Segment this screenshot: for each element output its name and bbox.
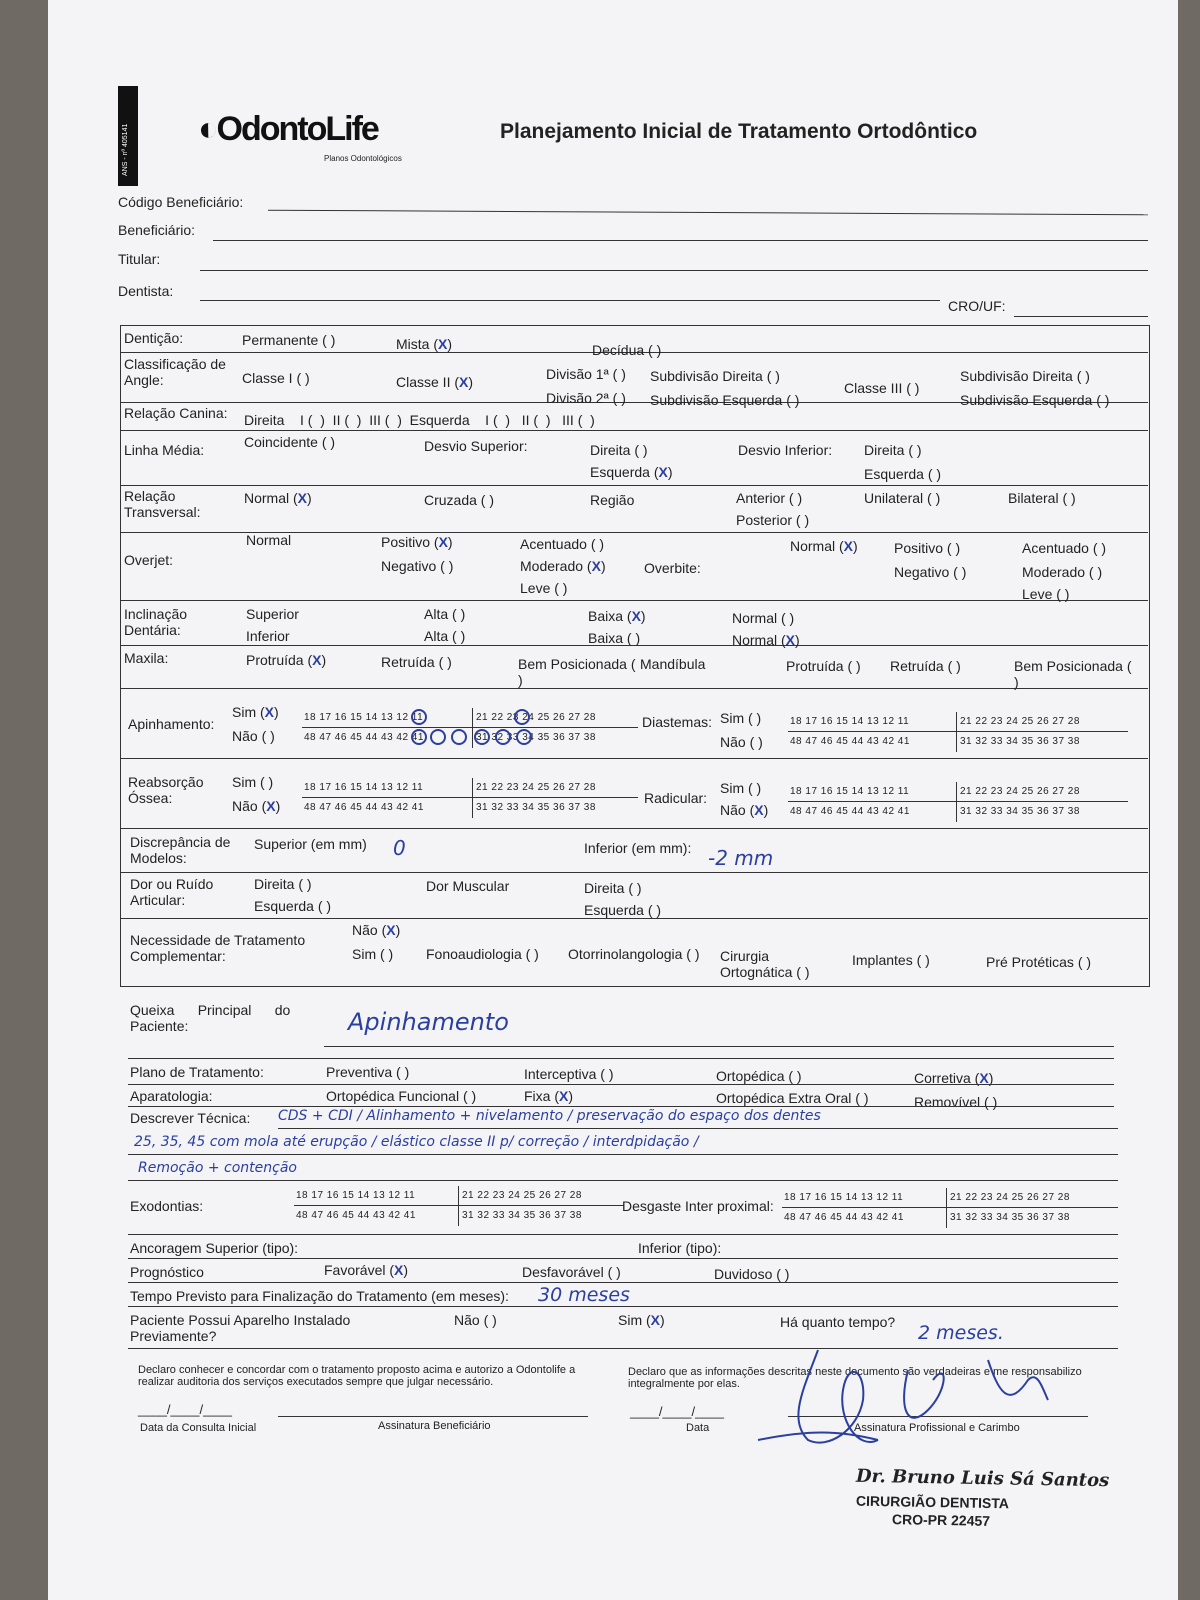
- opt-baixa2[interactable]: Baixa ( ): [588, 630, 641, 646]
- label-inc-inferior: Inferior: [246, 628, 290, 644]
- opt-extra-oral[interactable]: Ortopédica Extra Oral ( ): [716, 1090, 869, 1106]
- opt-corretiva[interactable]: Corretiva (X): [914, 1070, 994, 1086]
- opt-rad-sim[interactable]: Sim ( ): [720, 780, 762, 796]
- label-exodontias: Exodontias:: [130, 1198, 204, 1214]
- label-diastemas: Diastemas:: [642, 714, 713, 730]
- opt-mand-bem[interactable]: Bem Posicionada ( ): [1014, 658, 1132, 690]
- opt-sub-dir2[interactable]: Subdivisão Direita ( ): [960, 368, 1090, 384]
- stamp-cro: CRO-PR 22457: [891, 1511, 991, 1529]
- label-cro: CRO/UF:: [948, 298, 1006, 314]
- opt-ob-moderado[interactable]: Moderado ( ): [1022, 564, 1103, 580]
- label-tecnica: Descrever Técnica:: [130, 1110, 251, 1126]
- opt-desvio-sup-dir[interactable]: Direita ( ): [590, 442, 648, 458]
- label-assinatura-prof: Assinatura Profissional e Carimbo: [854, 1422, 1020, 1434]
- opt-sub-dir1[interactable]: Subdivisão Direita ( ): [650, 368, 780, 384]
- opt-reab-sim[interactable]: Sim ( ): [232, 774, 274, 790]
- opt-dor-esquerda[interactable]: Esquerda ( ): [254, 898, 332, 914]
- opt-normal1[interactable]: Normal ( ): [732, 610, 795, 626]
- label-discrepancia: Discrepância de Modelos:: [130, 834, 231, 866]
- opt-desfavoravel[interactable]: Desfavorável ( ): [522, 1264, 621, 1280]
- opt-ob-positivo[interactable]: Positivo ( ): [894, 540, 961, 556]
- opt-unilateral[interactable]: Unilateral ( ): [864, 490, 941, 506]
- opt-diast-nao[interactable]: Não ( ): [720, 734, 763, 750]
- diast-tooth-upper-r[interactable]: 21 22 23 24 25 26 27 28: [960, 716, 1080, 727]
- opt-normal2[interactable]: Normal (X): [732, 632, 800, 648]
- opt-alta1[interactable]: Alta ( ): [424, 606, 466, 622]
- page-title: Planejamento Inicial de Tratamento Ortodôntico: [500, 120, 978, 143]
- apin-tooth-lower[interactable]: 48 47 46 45 44 43 42 41: [304, 732, 424, 743]
- label-desvio-sup: Desvio Superior:: [424, 438, 528, 454]
- opt-desvio-sup-esq[interactable]: Esquerda (X): [590, 464, 673, 480]
- label-prognostico: Prognóstico: [130, 1264, 204, 1280]
- opt-classe2[interactable]: Classe II (X): [396, 374, 474, 390]
- tecnica-line3[interactable]: Remoção + contenção: [138, 1160, 297, 1176]
- tecnica-line2[interactable]: 25, 35, 45 com mola até erupção / elástico classe II p/ correção / interdpidação /: [134, 1134, 699, 1150]
- apin-tooth-lower-r[interactable]: 31 32 33 34 35 36 37 38: [476, 732, 596, 743]
- opt-canina[interactable]: Direita I ( ) II ( ) III ( ) Esquerda I ( ) II ( ) III ( ): [244, 412, 595, 428]
- opt-anterior[interactable]: Anterior ( ): [736, 490, 803, 506]
- label-tempo: Tempo Previsto para Finalização do Tratamento (em meses):: [130, 1288, 509, 1304]
- opt-rad-nao[interactable]: Não (X): [720, 802, 769, 818]
- opt-desvio-inf-esq[interactable]: Esquerda ( ): [864, 466, 942, 482]
- opt-diast-sim[interactable]: Sim ( ): [720, 710, 762, 726]
- label-assinatura-benef: Assinatura Beneficiário: [378, 1420, 491, 1432]
- exo-tooth-lower-r[interactable]: 31 32 33 34 35 36 37 38: [462, 1210, 582, 1221]
- label-inc-superior: Superior: [246, 606, 299, 622]
- opt-posterior[interactable]: Posterior ( ): [736, 512, 810, 528]
- diast-tooth-upper[interactable]: 18 17 16 15 14 13 12 11: [790, 716, 910, 727]
- apin-circled-teeth: [48, 0, 1178, 800]
- label-radicular: Radicular:: [644, 790, 708, 806]
- ans-text: ANS - nº 405141: [122, 123, 129, 176]
- opt-baixa1[interactable]: Baixa (X): [588, 608, 646, 624]
- opt-desvio-inf-dir[interactable]: Direita ( ): [864, 442, 922, 458]
- rad-tooth-upper-r[interactable]: 21 22 23 24 25 26 27 28: [960, 786, 1080, 797]
- opt-favoravel[interactable]: Favorável (X): [324, 1262, 409, 1278]
- opt-interceptiva[interactable]: Interceptiva ( ): [524, 1066, 614, 1082]
- label-dor-muscular: Dor Muscular: [426, 878, 510, 894]
- reab-tooth-upper-r[interactable]: 21 22 23 24 25 26 27 28: [476, 782, 596, 793]
- label-inclinacao: Inclinação Dentária:: [124, 606, 188, 638]
- label-desvio-inf: Desvio Inferior:: [738, 442, 833, 458]
- opt-div2[interactable]: Divisão 2ª ( ): [546, 390, 626, 406]
- opt-permanente[interactable]: Permanente ( ): [242, 332, 336, 348]
- label-data-consulta: Data da Consulta Inicial: [140, 1422, 257, 1434]
- opt-coincidente[interactable]: Coincidente ( ): [244, 434, 336, 450]
- opt-bilateral[interactable]: Bilateral ( ): [1008, 490, 1076, 506]
- opt-ob-leve[interactable]: Leve ( ): [1022, 586, 1070, 602]
- label-ancoragem-sup: Ancoragem Superior (tipo):: [130, 1240, 299, 1256]
- opt-musc-direita[interactable]: Direita ( ): [584, 880, 642, 896]
- desg-tooth-lower[interactable]: 48 47 46 45 44 43 42 41: [784, 1212, 904, 1223]
- label-oj-normal: Normal: [246, 532, 292, 548]
- data-consulta-blank[interactable]: ____/____/____: [138, 1402, 232, 1417]
- opt-trans-normal[interactable]: Normal (X): [244, 490, 312, 506]
- queixa-value[interactable]: Apinhamento: [348, 1008, 509, 1036]
- disc-inferior-value[interactable]: -2 mm: [708, 846, 774, 870]
- opt-mand-retruida[interactable]: Retruída ( ): [890, 658, 961, 674]
- desg-tooth-upper-r[interactable]: 21 22 23 24 25 26 27 28: [950, 1192, 1070, 1203]
- label-overjet: Overjet:: [124, 552, 174, 568]
- tecnica-line1[interactable]: CDS + CDI / Alinhamento + nivelamento / preservação do espaço dos dentes: [278, 1108, 821, 1124]
- label-aparelho: Paciente Possui Aparelho Instalado Previamente?: [130, 1312, 351, 1344]
- label-beneficiario: Beneficiário:: [118, 222, 196, 238]
- data-blank[interactable]: ____/____/____: [630, 1404, 724, 1419]
- label-desgaste: Desgaste Inter proximal:: [622, 1198, 774, 1214]
- label-titular: Titular:: [118, 251, 161, 267]
- label-dor: Dor ou Ruído Articular:: [130, 876, 214, 908]
- label-maxila: Maxila:: [124, 650, 169, 666]
- label-canina: Relação Canina:: [124, 405, 228, 421]
- opt-apin-sim[interactable]: Sim (X): [232, 704, 279, 720]
- opt-nec-nao[interactable]: Não (X): [352, 922, 401, 938]
- label-denticao: Dentição:: [124, 330, 184, 346]
- desg-tooth-upper[interactable]: 18 17 16 15 14 13 12 11: [784, 1192, 904, 1203]
- label-mandibula: Mandíbula: [640, 656, 706, 672]
- logo-text: OdontoLife: [216, 110, 378, 148]
- label-transversal: Relação Transversal:: [124, 488, 201, 520]
- opt-otorrino[interactable]: Otorrinolangologia ( ): [568, 946, 700, 962]
- label-overbite: Overbite:: [644, 560, 701, 576]
- opt-decidua[interactable]: Decídua ( ): [592, 342, 662, 358]
- form-sheet: [48, 0, 1178, 1600]
- tempo-value[interactable]: 30 meses: [538, 1284, 630, 1306]
- label-ancoragem-inf: Inferior (tipo):: [638, 1240, 722, 1256]
- opt-apin-nao[interactable]: Não ( ): [232, 728, 275, 744]
- opt-fixa[interactable]: Fixa (X): [524, 1088, 574, 1104]
- opt-pre-proteticas[interactable]: Pré Protéticas ( ): [986, 954, 1092, 970]
- exo-tooth-upper[interactable]: 18 17 16 15 14 13 12 11: [296, 1190, 416, 1201]
- label-reabsorcao: Reabsorção Óssea:: [128, 774, 204, 806]
- ha-quanto-value[interactable]: 2 meses.: [918, 1322, 1004, 1344]
- label-ha-quanto: Há quanto tempo?: [780, 1314, 896, 1330]
- opt-classe3[interactable]: Classe III ( ): [844, 380, 920, 396]
- opt-classe1[interactable]: Classe I ( ): [242, 370, 310, 386]
- opt-implantes[interactable]: Implantes ( ): [852, 952, 930, 968]
- label-disc-superior: Superior (em mm): [254, 836, 367, 852]
- opt-duvidoso[interactable]: Duvidoso ( ): [714, 1266, 790, 1282]
- label-data: Data: [686, 1422, 710, 1434]
- opt-max-bem[interactable]: Bem Posicionada ( ): [518, 656, 636, 688]
- diast-tooth-lower-r[interactable]: 31 32 33 34 35 36 37 38: [960, 736, 1080, 747]
- reab-tooth-upper[interactable]: 18 17 16 15 14 13 12 11: [304, 782, 424, 793]
- opt-reab-nao[interactable]: Não (X): [232, 798, 281, 814]
- exo-tooth-upper-r[interactable]: 21 22 23 24 25 26 27 28: [462, 1190, 582, 1201]
- opt-cirurgia[interactable]: Cirurgia Ortognática ( ): [720, 948, 810, 980]
- opt-alta2[interactable]: Alta ( ): [424, 628, 466, 644]
- label-aparatologia: Aparatologia:: [130, 1088, 213, 1104]
- opt-aparelho-sim[interactable]: Sim (X): [618, 1312, 665, 1328]
- exo-tooth-lower[interactable]: 48 47 46 45 44 43 42 41: [296, 1210, 416, 1221]
- opt-cruzada[interactable]: Cruzada ( ): [424, 492, 495, 508]
- opt-dor-direita[interactable]: Direita ( ): [254, 876, 312, 892]
- opt-sub-esq1[interactable]: Subdivisão Esquerda ( ): [650, 392, 800, 408]
- opt-ortopedica[interactable]: Ortopédica ( ): [716, 1068, 802, 1084]
- declaracao-direita: Declaro que as informações descritas neste documento são verdadeiras e me responsabilizo integralmente por elas.: [628, 1366, 1082, 1390]
- label-linha-media: Linha Média:: [124, 442, 205, 458]
- opt-max-retruida[interactable]: Retruída ( ): [381, 654, 452, 670]
- label-dentista: Dentista:: [118, 283, 174, 299]
- opt-ob-negativo[interactable]: Negativo ( ): [894, 564, 967, 580]
- opt-preventiva[interactable]: Preventiva ( ): [326, 1064, 410, 1080]
- label-disc-inferior: Inferior (em mm):: [584, 840, 692, 856]
- opt-max-protruida[interactable]: Protruída (X): [246, 652, 327, 668]
- professional-signature[interactable]: [748, 1330, 1068, 1470]
- opt-oj-leve[interactable]: Leve ( ): [520, 580, 568, 596]
- rad-tooth-lower-r[interactable]: 31 32 33 34 35 36 37 38: [960, 806, 1080, 817]
- diast-tooth-lower[interactable]: 48 47 46 45 44 43 42 41: [790, 736, 910, 747]
- opt-oj-positivo[interactable]: Positivo (X): [381, 534, 453, 550]
- label-angle: Classificação de Angle:: [124, 356, 226, 388]
- opt-oj-moderado[interactable]: Moderado (X): [520, 558, 606, 574]
- opt-mista[interactable]: Mista (X): [396, 336, 453, 352]
- label-codigo: Código Beneficiário:: [118, 194, 244, 210]
- label-plano: Plano de Tratamento:: [130, 1064, 264, 1080]
- label-apinhamento: Apinhamento:: [128, 716, 215, 732]
- reab-tooth-lower-r[interactable]: 31 32 33 34 35 36 37 38: [476, 802, 596, 813]
- apin-tooth-upper[interactable]: 18 17 16 15 14 13 12 11: [304, 712, 424, 723]
- rad-tooth-lower[interactable]: 48 47 46 45 44 43 42 41: [790, 806, 910, 817]
- opt-mand-protruida[interactable]: Protruída ( ): [786, 658, 861, 674]
- apin-tooth-upper-r[interactable]: 21 22 23 24 25 26 27 28: [476, 712, 596, 723]
- disc-superior-value[interactable]: 0: [393, 836, 406, 860]
- opt-removivel[interactable]: Removível ( ): [914, 1094, 998, 1110]
- opt-div1[interactable]: Divisão 1ª ( ): [546, 366, 626, 382]
- opt-musc-esquerda[interactable]: Esquerda ( ): [584, 902, 662, 918]
- opt-oj-acentuado[interactable]: Acentuado ( ): [520, 536, 605, 552]
- label-queixa: Queixa Principal do Paciente:: [130, 1002, 295, 1034]
- rad-tooth-upper[interactable]: 18 17 16 15 14 13 12 11: [790, 786, 910, 797]
- label-necessidade: Necessidade de Tratamento Complementar:: [130, 932, 306, 964]
- logo-mark-icon: ◐: [198, 110, 217, 148]
- opt-aparelho-nao[interactable]: Não ( ): [454, 1312, 497, 1328]
- opt-ob-normal[interactable]: Normal (X): [790, 538, 858, 554]
- opt-funcional[interactable]: Ortopédica Funcional ( ): [326, 1088, 477, 1104]
- stamp-role: CIRURGIÃO DENTISTA: [855, 1492, 1010, 1512]
- desg-tooth-lower-r[interactable]: 31 32 33 34 35 36 37 38: [950, 1212, 1070, 1223]
- opt-fono[interactable]: Fonoaudiologia ( ): [426, 946, 539, 962]
- declaracao-esquerda: Declaro conhecer e concordar com o tratamento proposto acima e autorizo a Odontolife a realizar auditoria dos serviços executados sempre que julgar necessário.: [138, 1364, 576, 1388]
- opt-nec-sim[interactable]: Sim ( ): [352, 946, 394, 962]
- opt-sub-esq2[interactable]: Subdivisão Esquerda ( ): [960, 392, 1110, 408]
- opt-ob-acentuado[interactable]: Acentuado ( ): [1022, 540, 1107, 556]
- reab-tooth-lower[interactable]: 48 47 46 45 44 43 42 41: [304, 802, 424, 813]
- stamp-name: Dr. Bruno Luis Sá Santos: [855, 1465, 1110, 1492]
- logo-subtitle: Planos Odontológicos: [324, 154, 402, 163]
- opt-oj-negativo[interactable]: Negativo ( ): [381, 558, 454, 574]
- label-regiao: Região: [590, 492, 635, 508]
